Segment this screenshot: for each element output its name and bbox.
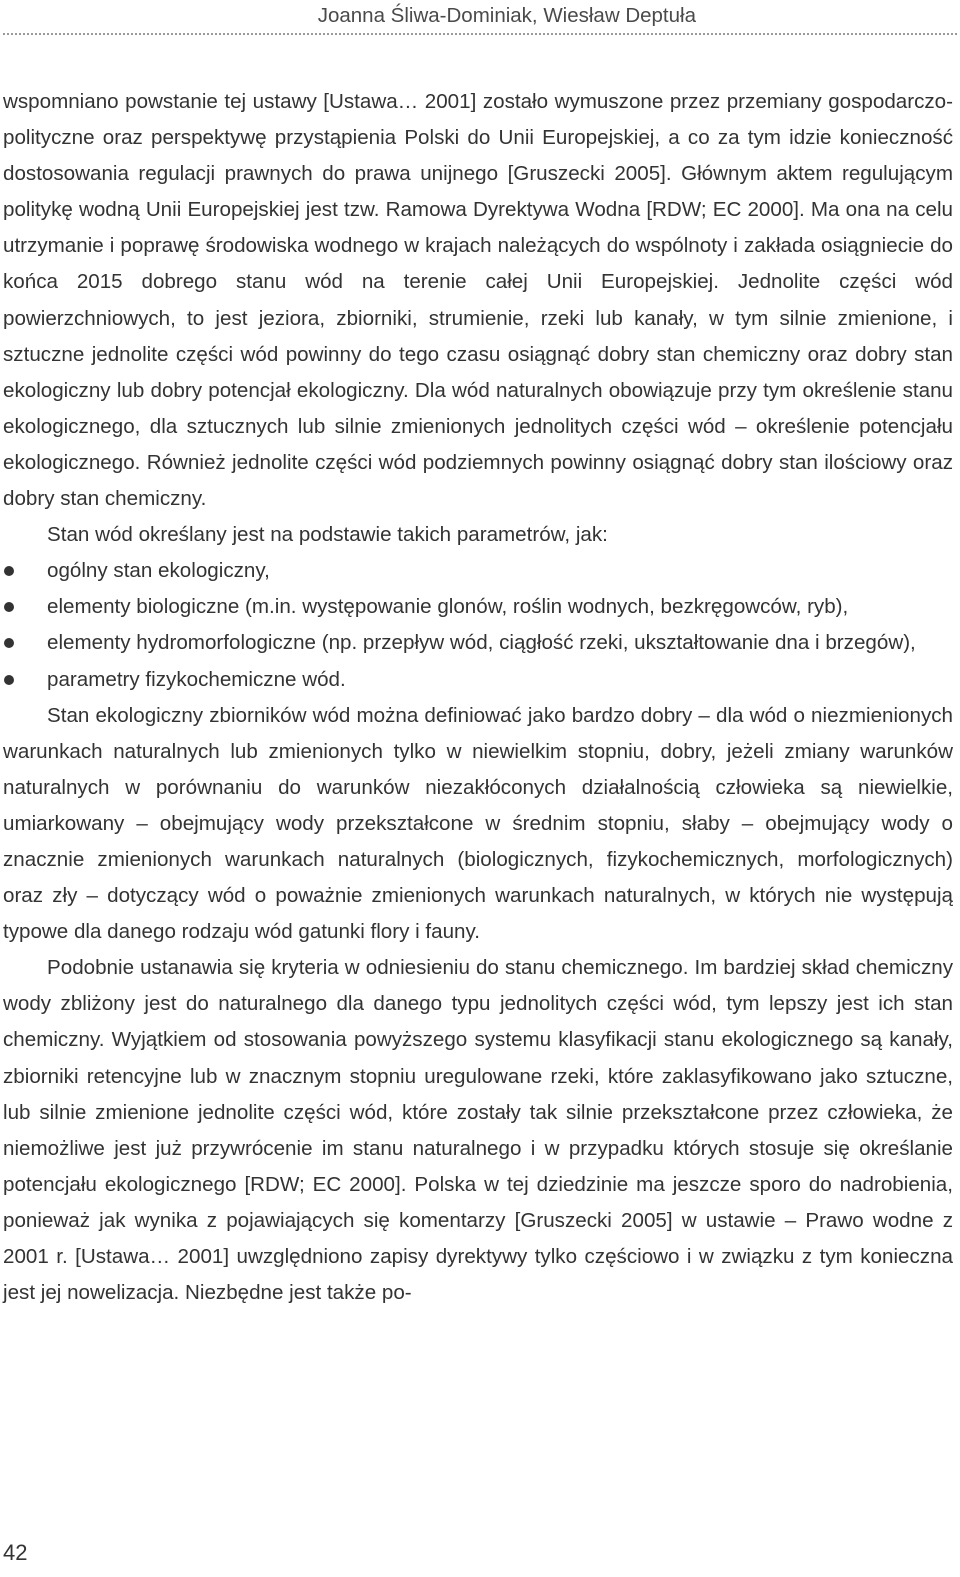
- list-item-text: ogólny stan ekologiczny,: [47, 559, 270, 583]
- list-item: [3, 589, 953, 625]
- article-body: [3, 84, 953, 1311]
- list-item-text: elementy biologiczne (m.in. występowanie glonów, roślin wodnych, bezkręgowców, ryb),: [47, 595, 849, 619]
- bullet-icon: [4, 566, 14, 576]
- list-item: [3, 662, 953, 698]
- paragraph: wspomniano powstanie tej ustawy [Ustawa… 2001] zostało wymuszone przez przemiany gospodarczo-polityczne oraz perspektywę przystąpienia Polski do Unii Europejskiej, a co za tym idzie konieczność dostosowania regulacji prawnych do prawa unijnego [Gruszecki 2005]. Głównym aktem regulującym politykę wodną Unii Europejskiej jest tzw. Ramowa Dyrektywa Wodna [RDW; EC 2000]. Ma ona na celu utrzymanie i poprawę środowiska wodnego w krajach należących do wspólnoty i zakłada osiągniecie do końca 2015 dobrego stanu wód na terenie całej Unii Europejskiej. Jednolite części wód powierzchniowych, to jest jeziora, zbiorniki, strumienie, rzeki lub kanały, w tym silnie zmienione, i sztuczne jednolite części wód powinny do tego czasu osiągnąć dobry stan chemiczny oraz dobry stan ekologiczny lub dobry potencjał ekologiczny. Dla wód naturalnych obowiązuje przy tym określenie stanu ekologicznego, dla sztucznych lub silnie zmienionych jednolitych części wód – określenie potencjału ekologicznego. Również jednolite części wód podziemnych powinny osiągnąć dobry stan ilościowy oraz dobry stan chemiczny.: [3, 90, 953, 511]
- list-item: [3, 625, 953, 661]
- paragraph: Stan wód określany jest na podstawie takich parametrów, jak:: [47, 523, 608, 547]
- list-item-text: parametry fizykochemiczne wód.: [47, 667, 346, 691]
- bullet-icon: [4, 675, 14, 685]
- bullet-icon: [4, 602, 14, 612]
- header-divider: [3, 33, 957, 35]
- page-number: 42: [3, 1540, 28, 1565]
- list-item: [3, 553, 953, 589]
- list-item-text: elementy hydromorfologiczne (np. przepływ wód, ciągłość rzeki, ukształtowanie dna i brzegów),: [47, 631, 916, 655]
- parameter-list: [3, 553, 953, 697]
- paragraph: Stan ekologiczny zbiorników wód można definiować jako bardzo dobry – dla wód o niezmienionych warunkach naturalnych lub zmienionych tylko w niewielkim stopniu, dobry, jeżeli zmiany warunków naturalnych w porównaniu do warunków niezakłóconych działalnością człowieka są niewielkie, umiarkowany – obejmujący wody przekształcone w średnim stopniu, słaby – obejmujący wody o znacznie zmienionych warunkach naturalnych (biologicznych, fizykochemicznych, morfologicznych) oraz zły – dotyczący wód o poważnie zmienionych warunkach naturalnych, w których nie występują typowe dla danego rodzaju wód gatunki flory i fauny.: [3, 703, 953, 944]
- running-header: Joanna Śliwa-Dominiak, Wiesław Deptuła: [317, 4, 696, 27]
- paragraph: Podobnie ustanawia się kryteria w odniesieniu do stanu chemicznego. Im bardziej skład chemiczny wody zbliżony jest do naturalnego dla danego typu jednolitych części wód, tym lepszy jest ich stan chemiczny. Wyjątkiem od stosowania powyższego systemu klasyfikacji stanu ekologicznego są kanały, zbiorniki retencyjne lub w znacznym stopniu uregulowane rzeki, które zaklasyfikowano jako sztuczne, lub silnie zmienione jednolite części wód, które zostały tak silnie przekształcone przez człowieka, że niemożliwe jest już przywrócenie im stanu naturalnego i w przypadku których stosuje się określanie potencjału ekologicznego [RDW; EC 2000]. Polska w tej dziedzinie ma jeszcze sporo do nadrobienia, ponieważ jak wynika z pojawiających się komentarzy [Gruszecki 2005] w ustawie – Prawo wodne z 2001 r. [Ustawa… 2001] uwzględniono zapisy dyrektywy tylko częściowo i w związku z tym konieczna jest jej nowelizacja. Niezbędne jest także po-: [3, 956, 953, 1305]
- bullet-icon: [4, 638, 14, 648]
